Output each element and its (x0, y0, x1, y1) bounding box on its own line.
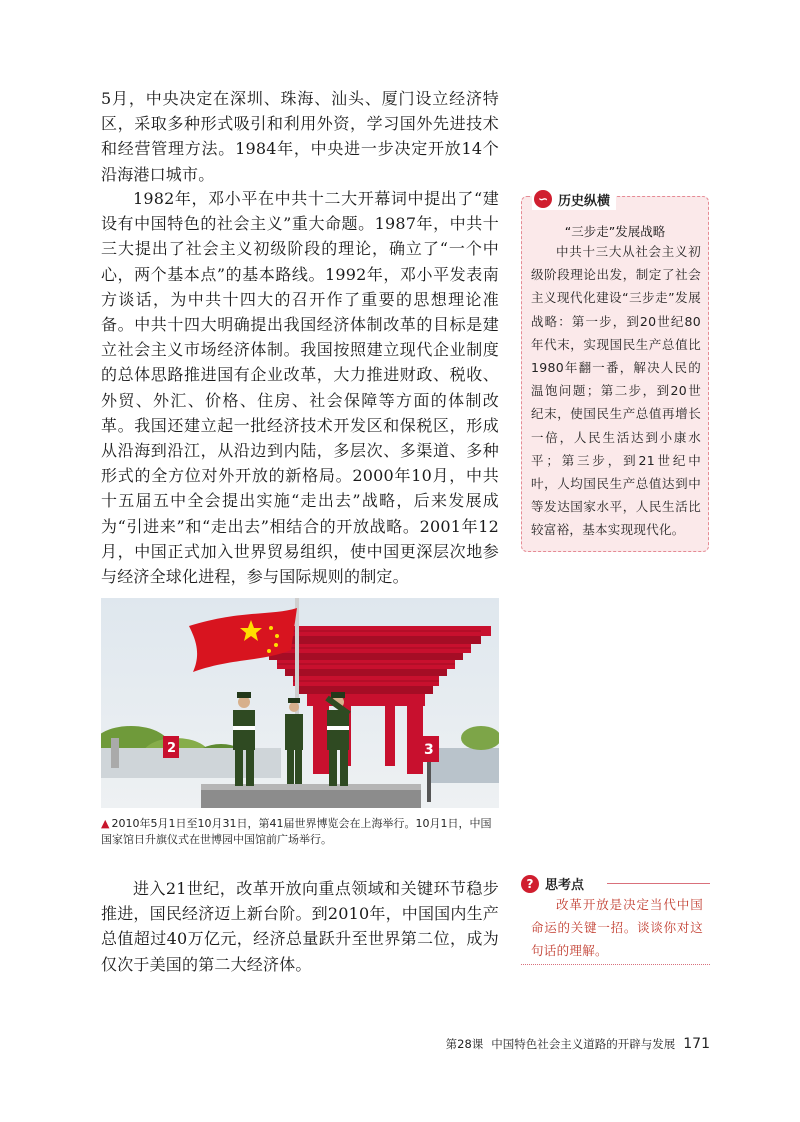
photo-caption-text: 2010年5月1日至10月31日，第41届世界博览会在上海举行。10月1日，中国国家馆日升旗仪式在世博园中国馆前广场举行。 (101, 817, 492, 846)
photo-sign-3: 3 (424, 742, 434, 758)
history-subtitle: “三步走”发展战略 (564, 224, 666, 239)
page-footer (446, 1036, 710, 1052)
think-title: 思考点 (545, 878, 585, 893)
photo-sign-2: 2 (167, 741, 177, 756)
page-number: 171 (683, 1036, 710, 1052)
history-body: 中共十三大从社会主义初级阶段理论出发，制定了社会主义现代化建设“三步走”发展战略：第一步，到20世纪80年代末，实现国民生产总值比1980年翻一番，解决人民的温饱问题；第二步，到20世纪末，使国民生产总值再增长一倍，人民生活达到小康水平；第三步，到21世纪中叶，人均国民生产总值达到中等发达国家水平，人民生活比较富裕，基本实现现代化。 (531, 244, 701, 538)
think-point-heading (521, 874, 584, 893)
history-scroll-icon: ∽ (534, 190, 552, 208)
think-divider (607, 883, 710, 884)
triangle-marker-icon: ▲ (101, 817, 110, 830)
question-icon: ? (521, 875, 539, 893)
paragraph-1: 5月，中央决定在深圳、珠海、汕头、厦门设立经济特区，采取多种形式吸引和利用外资，学习国外先进技术和经营管理方法。1984年，中央进一步决定开放14个沿海港口城市。 (101, 89, 499, 184)
think-body: 改革开放是决定当代中国命运的关键一招。谈谈你对这句话的理解。 (531, 897, 703, 958)
footer-lesson: 第28课 (445, 1037, 484, 1051)
expo-flag-raising-photo (101, 598, 499, 808)
footer-lesson-title: 中国特色社会主义道路的开辟与发展 (491, 1037, 676, 1051)
think-bottom-divider (521, 964, 710, 965)
history-title: 历史纵横 (558, 193, 611, 209)
history-sidebar-heading (532, 188, 616, 210)
paragraph-3: 进入21世纪，改革开放向重点领域和关键环节稳步推进，国民经济迈上新台阶。到2010年，中国国内生产总值超过40万亿元，经济总量跃升至世界第二位，成为仅次于美国的第二大经济体。 (101, 879, 499, 974)
paragraph-2: 1982年，邓小平在中共十二大开幕词中提出了“建设有中国特色的社会主义”重大命题。1987年，中共十三大提出了社会主义初级阶段的理论，确立了“一个中心，两个基本点”的基本路线。1992年，邓小平发表南方谈话，为中共十四大的召开作了重要的思想理论准备。中共十四大明确提出我国经济体制改革的目标是建立社会主义市场经济体制。我国按照建立现代企业制度的总体思路推进国有企业改革，大力推进财政、税收、外贸、外汇、价格、住房、社会保障等方面的体制改革。我国还建立起一批经济技术开发区和保税区，形成从沿海到沿江，从沿边到内陆，多层次、多渠道、多种形式的全方位对外开放的新格局。2000年10月，中共十五届五中全会提出实施“走出去”战略，后来发展成为“引进来”和“走出去”相结合的开放战略。2001年12月，中国正式加入世界贸易组织，使中国更深层次地参与经济全球化进程，参与国际规则的制定。 (101, 189, 499, 587)
photo-caption (101, 816, 499, 848)
